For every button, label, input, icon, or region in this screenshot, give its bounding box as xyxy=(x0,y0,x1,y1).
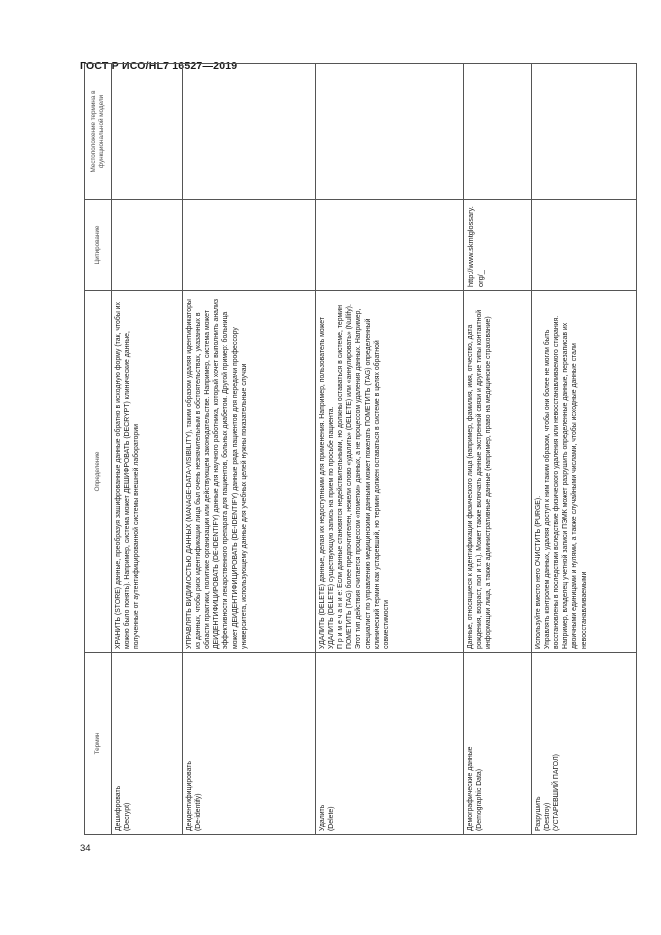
term-cell xyxy=(464,653,532,835)
term-cell xyxy=(112,653,183,835)
term-cell xyxy=(183,653,316,835)
term-english: (De-identify) xyxy=(195,793,203,831)
term-english: (Delete) xyxy=(328,806,336,831)
column-header-term: Термин xyxy=(85,653,112,835)
definition-note: П р и м е ч а н и е: Если данные становятся недействительными, но должны оставаться в системе, термин ПОМЕТИТЬ (TAG) более предпочтителен, нежели слово «удалить» (DELETE) или «аннулировать» (Nullify). Этот тип действия считается процессом «пометки» данных, а не процессом удаления данных. Например, специалист по управлению медицинскими данными может пожелать ПОМЕТИТЬ (TAG) определенный клинический термин как устаревший, но термин должен оставаться в системе в целях обратной совместимости xyxy=(337,304,390,649)
term-name: Деидентифицировать xyxy=(186,761,193,831)
page-number: 34 xyxy=(80,843,91,854)
term-name: Разрушить xyxy=(535,796,542,831)
definition-cell: Данные, относящиеся к идентификации физического лица (например, фамилия, имя, отчество, дата рождения, возраст, пол и т.п.). Может также включать данные экстренной связи и другие типы контактной информации лица, а также административные данные (например, право на медицинское страхование) xyxy=(464,291,532,653)
term-cell xyxy=(532,653,637,835)
terms-table-rotated xyxy=(84,92,613,835)
location-cell xyxy=(183,64,316,200)
citation-cell xyxy=(112,200,183,291)
location-cell xyxy=(532,64,637,200)
term-english: (Decrypt) xyxy=(124,802,132,831)
definition-cell xyxy=(316,291,464,653)
term-name: Дешифровать xyxy=(115,785,122,831)
table-row xyxy=(183,64,316,835)
citation-cell xyxy=(316,200,464,291)
citation-cell xyxy=(183,200,316,291)
table-row xyxy=(112,64,183,835)
definition-cell: УПРАВЛЯТЬ ВИДИМОСТЬЮ ДАННЫХ (MANAGE-DATA-VISIBILITY), таким образом удаляя идентификаторы из данных, чтобы риск идентификации лица был очень незначительным в обстоятельствах, указанных в области практики, политике организации или действующем законодательстве. Например, система может ДЕИДЕНТИФИЦИРОВАТЬ (DE-IDENTIFY) данные для научного работника, который хочет выполнить анализ эффективности лекарственного препарата для пациентов, больных диабетом. Другой пример: больница может ДЕИДЕНТИФИЦИРОВАТЬ (DE-IDENTIFY) данные ряда пациентов для передачи профессору университета, использующему данные для учебных целей нужны показательные случаи xyxy=(183,291,316,653)
column-header-citation: Цитирование xyxy=(85,200,112,291)
table-row xyxy=(532,64,637,835)
term-name: Удалить xyxy=(319,804,326,831)
term-name: Демографические данные xyxy=(467,746,474,831)
term-english: (Destroy) xyxy=(544,802,552,831)
citation-cell xyxy=(464,200,532,291)
location-cell xyxy=(464,64,532,200)
citation-link[interactable]: http://www.skmtglossary.org/_ xyxy=(466,206,486,287)
definition-text: УДАЛИТЬ (DELETE) данные, делая их недоступными для применения. Например, пользователь может УДАЛИТЬ (DELETE) существующую запись на прием по просьбе пациента. xyxy=(319,316,336,649)
definition-cell xyxy=(532,291,637,653)
document-header: ГОСТ Р ИСО/HL7 16527—2019 xyxy=(80,60,238,72)
column-header-location: Местоположение термина в функциональной модели xyxy=(85,64,112,200)
table-row xyxy=(316,64,464,835)
term-english: (Demographic Data) xyxy=(476,768,484,831)
location-cell xyxy=(316,64,464,200)
definition-cell: ХРАНИТЬ (STORE) данные, преобразуя зашифрованные данные обратно в исходную форму (так, чтобы их можно было понять). Например, система может ДЕШИФРОВАТЬ (DECRYPT) клинические данные, полученные от аутентифицированной системы внешней лаборатории xyxy=(112,291,183,653)
definition-text-2: Управлять контролем данных, удаляя доступ к ним таким образом, чтобы они более не могли быть восстановлены в последствии вследствие физического удаления или невосстанавливаемого стирания. Например, владелец учетной записи ПЭМК может разрушить определенные данные, перезаписав их двоичными единицами и нулями, а также случайными числами, чтобы исходные данные стали невосстанавливаемыми xyxy=(544,315,588,649)
term-status: (УСТАРЕВШИЙ ПАГОЛ) xyxy=(553,754,561,831)
column-header-definition: Определение xyxy=(85,291,112,653)
citation-cell xyxy=(532,200,637,291)
table-row xyxy=(464,64,532,835)
term-cell xyxy=(316,653,464,835)
definition-text: Используйте вместо него ОЧИСТИТЬ (PURGE). xyxy=(535,495,542,649)
terms-table xyxy=(84,63,637,835)
location-cell xyxy=(112,64,183,200)
